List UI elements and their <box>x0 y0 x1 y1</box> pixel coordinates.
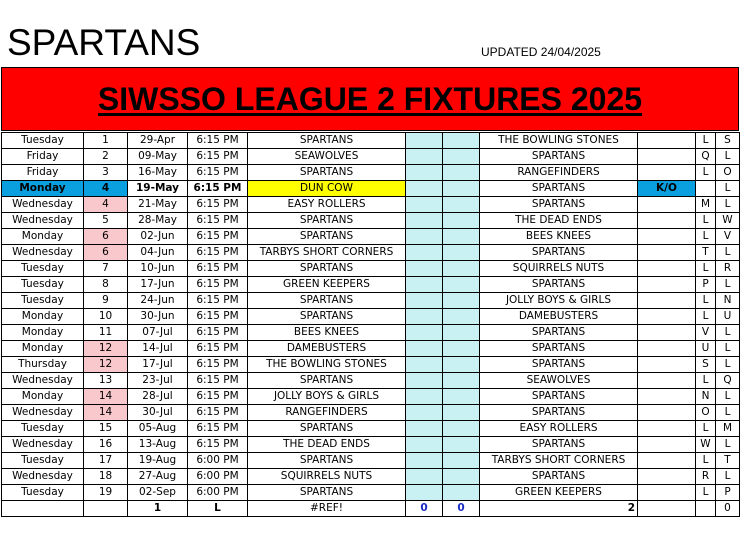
fixture-day: Wednesday <box>2 213 84 229</box>
fixture-date: 04-Jun <box>128 245 188 261</box>
fixture-day: Wednesday <box>2 373 84 389</box>
fixture-home-team: THE DEAD ENDS <box>248 437 406 453</box>
fixture-code-2: L <box>716 405 740 421</box>
fixture-day: Wednesday <box>2 197 84 213</box>
fixture-code-2: L <box>716 469 740 485</box>
fixture-week: 3 <box>84 165 128 181</box>
fixture-date: 09-May <box>128 149 188 165</box>
fixture-home-score <box>406 165 443 181</box>
fixture-time: 6:15 PM <box>188 213 248 229</box>
footer-cell: L <box>188 501 248 517</box>
fixture-home-score <box>406 261 443 277</box>
fixture-date: 30-Jul <box>128 405 188 421</box>
fixture-day: Friday <box>2 165 84 181</box>
fixture-home-team: SPARTANS <box>248 293 406 309</box>
fixture-week: 1 <box>84 133 128 149</box>
fixture-row <box>2 245 740 261</box>
fixture-row <box>2 277 740 293</box>
fixture-ko-flag <box>638 389 696 405</box>
fixture-week: 18 <box>84 469 128 485</box>
fixture-code-2: O <box>716 165 740 181</box>
fixture-away-score <box>443 181 480 197</box>
fixture-code-2: L <box>716 277 740 293</box>
fixture-day: Tuesday <box>2 453 84 469</box>
fixture-week: 15 <box>84 421 128 437</box>
fixture-code-1: L <box>696 165 716 181</box>
totals-row <box>2 501 740 517</box>
fixture-home-team: DAMEBUSTERS <box>248 341 406 357</box>
fixture-week: 4 <box>84 197 128 213</box>
fixture-away-team: SPARTANS <box>480 341 638 357</box>
fixture-row <box>2 437 740 453</box>
league-banner <box>1 67 739 131</box>
fixture-home-team: TARBYS SHORT CORNERS <box>248 245 406 261</box>
fixture-code-2: P <box>716 485 740 501</box>
fixture-code-2: L <box>716 389 740 405</box>
fixture-away-team: TARBYS SHORT CORNERS <box>480 453 638 469</box>
fixture-time: 6:15 PM <box>188 165 248 181</box>
fixture-ko-flag <box>638 469 696 485</box>
fixture-code-2: L <box>716 357 740 373</box>
fixture-ko-flag <box>638 245 696 261</box>
fixture-away-team: SPARTANS <box>480 149 638 165</box>
fixture-away-score <box>443 229 480 245</box>
footer-score-home: 0 <box>406 501 443 517</box>
footer-blank <box>696 501 716 517</box>
fixture-home-score <box>406 421 443 437</box>
fixture-code-1: L <box>696 421 716 437</box>
fixture-time: 6:15 PM <box>188 325 248 341</box>
fixture-home-score <box>406 293 443 309</box>
fixture-away-team: SQUIRRELS NUTS <box>480 261 638 277</box>
fixture-code-2: U <box>716 309 740 325</box>
footer-score-away: 0 <box>443 501 480 517</box>
fixture-row <box>2 373 740 389</box>
fixture-day: Monday <box>2 229 84 245</box>
fixture-row <box>2 229 740 245</box>
fixture-home-score <box>406 485 443 501</box>
fixture-home-team: SPARTANS <box>248 373 406 389</box>
fixture-time: 6:15 PM <box>188 341 248 357</box>
fixture-away-team: SPARTANS <box>480 277 638 293</box>
fixture-row <box>2 421 740 437</box>
fixture-week: 8 <box>84 277 128 293</box>
fixture-home-score <box>406 405 443 421</box>
fixture-time: 6:00 PM <box>188 469 248 485</box>
fixture-home-team: SEAWOLVES <box>248 149 406 165</box>
updated-date: UPDATED 24/04/2025 <box>481 45 601 59</box>
fixture-ko-flag <box>638 421 696 437</box>
fixture-home-score <box>406 229 443 245</box>
fixture-date: 19-Aug <box>128 453 188 469</box>
fixture-row <box>2 453 740 469</box>
fixture-time: 6:15 PM <box>188 293 248 309</box>
fixture-home-team: SPARTANS <box>248 213 406 229</box>
fixture-home-score <box>406 213 443 229</box>
fixture-row <box>2 357 740 373</box>
fixture-code-2: L <box>716 149 740 165</box>
fixture-code-1: V <box>696 325 716 341</box>
fixture-date: 23-Jul <box>128 373 188 389</box>
fixture-date: 02-Sep <box>128 485 188 501</box>
fixture-code-1: M <box>696 197 716 213</box>
fixture-away-score <box>443 293 480 309</box>
fixture-away-team: DAMEBUSTERS <box>480 309 638 325</box>
fixture-date: 02-Jun <box>128 229 188 245</box>
fixture-row <box>2 325 740 341</box>
fixture-code-2: L <box>716 245 740 261</box>
fixture-code-2: T <box>716 453 740 469</box>
banner-title: SIWSSO LEAGUE 2 FIXTURES 2025 <box>97 81 643 117</box>
fixture-row <box>2 485 740 501</box>
fixture-away-score <box>443 197 480 213</box>
fixture-time: 6:15 PM <box>188 437 248 453</box>
fixture-code-2: L <box>716 437 740 453</box>
fixture-time: 6:15 PM <box>188 245 248 261</box>
fixture-day: Wednesday <box>2 405 84 421</box>
fixture-away-score <box>443 165 480 181</box>
fixture-away-team: SPARTANS <box>480 437 638 453</box>
fixture-away-score <box>443 213 480 229</box>
fixture-away-team: RANGEFINDERS <box>480 165 638 181</box>
fixture-ko-flag <box>638 357 696 373</box>
fixture-time: 6:15 PM <box>188 373 248 389</box>
fixture-week: 12 <box>84 357 128 373</box>
fixture-away-team: EASY ROLLERS <box>480 421 638 437</box>
fixture-code-2: L <box>716 341 740 357</box>
fixture-code-2: S <box>716 133 740 149</box>
fixture-code-1: O <box>696 405 716 421</box>
fixture-away-score <box>443 309 480 325</box>
fixture-home-score <box>406 309 443 325</box>
fixture-week: 11 <box>84 325 128 341</box>
fixture-day: Friday <box>2 149 84 165</box>
fixture-date: 27-Aug <box>128 469 188 485</box>
fixture-date: 05-Aug <box>128 421 188 437</box>
fixture-date: 28-Jul <box>128 389 188 405</box>
fixture-time: 6:00 PM <box>188 453 248 469</box>
fixture-home-team: SPARTANS <box>248 229 406 245</box>
fixture-ko-flag: K/O <box>638 181 696 197</box>
footer-cell: #REF! <box>248 501 406 517</box>
fixture-home-score <box>406 437 443 453</box>
fixture-ko-flag <box>638 149 696 165</box>
fixture-row <box>2 213 740 229</box>
footer-blank <box>84 501 128 517</box>
fixture-week: 2 <box>84 149 128 165</box>
fixture-week: 13 <box>84 373 128 389</box>
fixture-home-team: SPARTANS <box>248 421 406 437</box>
fixture-date: 19-May <box>128 181 188 197</box>
fixture-home-score <box>406 357 443 373</box>
fixture-time: 6:15 PM <box>188 277 248 293</box>
fixture-row <box>2 149 740 165</box>
fixture-week: 17 <box>84 453 128 469</box>
fixture-code-1: T <box>696 245 716 261</box>
fixture-ko-flag <box>638 373 696 389</box>
fixture-code-1: S <box>696 357 716 373</box>
fixture-away-team: BEES KNEES <box>480 229 638 245</box>
fixture-code-1: L <box>696 213 716 229</box>
fixture-row <box>2 181 740 197</box>
fixture-week: 7 <box>84 261 128 277</box>
page-title: SPARTANS <box>7 22 201 63</box>
fixture-row <box>2 133 740 149</box>
fixture-day: Monday <box>2 341 84 357</box>
fixture-day: Tuesday <box>2 485 84 501</box>
fixture-away-score <box>443 469 480 485</box>
fixture-away-score <box>443 405 480 421</box>
fixture-ko-flag <box>638 229 696 245</box>
fixture-time: 6:15 PM <box>188 229 248 245</box>
footer-cell: 0 <box>716 501 740 517</box>
fixture-away-team: SPARTANS <box>480 325 638 341</box>
fixture-home-team: SPARTANS <box>248 485 406 501</box>
fixture-code-1 <box>696 181 716 197</box>
fixture-day: Wednesday <box>2 245 84 261</box>
fixture-away-score <box>443 261 480 277</box>
fixture-time: 6:15 PM <box>188 357 248 373</box>
fixture-home-team: SPARTANS <box>248 309 406 325</box>
fixture-home-team: RANGEFINDERS <box>248 405 406 421</box>
fixture-away-score <box>443 133 480 149</box>
fixture-home-team: EASY ROLLERS <box>248 197 406 213</box>
fixture-week: 14 <box>84 389 128 405</box>
fixture-home-team: SPARTANS <box>248 261 406 277</box>
fixture-code-1: L <box>696 453 716 469</box>
fixture-ko-flag <box>638 309 696 325</box>
fixture-row <box>2 341 740 357</box>
fixture-home-team: THE BOWLING STONES <box>248 357 406 373</box>
fixture-code-2: N <box>716 293 740 309</box>
fixture-code-2: V <box>716 229 740 245</box>
fixture-time: 6:15 PM <box>188 261 248 277</box>
fixture-ko-flag <box>638 485 696 501</box>
fixture-code-1: L <box>696 261 716 277</box>
footer-cell: 1 <box>128 501 188 517</box>
fixture-day: Monday <box>2 181 84 197</box>
fixture-home-score <box>406 197 443 213</box>
fixture-home-score <box>406 245 443 261</box>
fixture-code-2: R <box>716 261 740 277</box>
fixture-time: 6:15 PM <box>188 133 248 149</box>
fixture-code-2: M <box>716 421 740 437</box>
fixture-code-1: U <box>696 341 716 357</box>
fixture-away-team: JOLLY BOYS & GIRLS <box>480 293 638 309</box>
fixture-date: 13-Aug <box>128 437 188 453</box>
fixture-code-2: L <box>716 197 740 213</box>
fixture-code-1: L <box>696 309 716 325</box>
fixture-time: 6:15 PM <box>188 405 248 421</box>
fixture-time: 6:15 PM <box>188 181 248 197</box>
fixture-home-score <box>406 373 443 389</box>
fixture-code-1: L <box>696 373 716 389</box>
fixture-ko-flag <box>638 197 696 213</box>
fixture-home-score <box>406 389 443 405</box>
fixture-date: 17-Jun <box>128 277 188 293</box>
fixture-home-team: BEES KNEES <box>248 325 406 341</box>
fixture-away-score <box>443 373 480 389</box>
fixture-code-1: N <box>696 389 716 405</box>
fixture-row <box>2 469 740 485</box>
fixture-home-team: SPARTANS <box>248 453 406 469</box>
fixture-day: Thursday <box>2 357 84 373</box>
fixture-day: Wednesday <box>2 437 84 453</box>
fixture-week: 6 <box>84 229 128 245</box>
fixture-code-2: L <box>716 325 740 341</box>
fixture-home-team: GREEN KEEPERS <box>248 277 406 293</box>
fixture-day: Tuesday <box>2 277 84 293</box>
fixture-away-team: SEAWOLVES <box>480 373 638 389</box>
fixture-date: 17-Jul <box>128 357 188 373</box>
fixture-home-team: SPARTANS <box>248 165 406 181</box>
fixture-away-team: SPARTANS <box>480 181 638 197</box>
fixture-week: 5 <box>84 213 128 229</box>
footer-cell: 2 <box>480 501 638 517</box>
fixture-code-1: R <box>696 469 716 485</box>
fixture-away-team: SPARTANS <box>480 405 638 421</box>
fixture-away-score <box>443 357 480 373</box>
fixture-away-team: SPARTANS <box>480 469 638 485</box>
fixture-home-team: JOLLY BOYS & GIRLS <box>248 389 406 405</box>
fixture-week: 4 <box>84 181 128 197</box>
fixture-date: 16-May <box>128 165 188 181</box>
fixture-away-team: GREEN KEEPERS <box>480 485 638 501</box>
fixture-away-team: SPARTANS <box>480 197 638 213</box>
fixture-week: 9 <box>84 293 128 309</box>
fixture-home-team: SPARTANS <box>248 133 406 149</box>
fixture-time: 6:15 PM <box>188 197 248 213</box>
fixture-day: Tuesday <box>2 293 84 309</box>
fixture-ko-flag <box>638 405 696 421</box>
fixture-row <box>2 261 740 277</box>
fixture-row <box>2 389 740 405</box>
fixture-week: 10 <box>84 309 128 325</box>
fixture-code-2: W <box>716 213 740 229</box>
fixture-time: 6:15 PM <box>188 149 248 165</box>
fixture-date: 14-Jul <box>128 341 188 357</box>
fixture-home-score <box>406 149 443 165</box>
fixture-away-score <box>443 453 480 469</box>
fixture-away-score <box>443 245 480 261</box>
fixture-day: Tuesday <box>2 133 84 149</box>
fixture-day: Monday <box>2 309 84 325</box>
fixture-row <box>2 309 740 325</box>
fixture-home-team: DUN COW <box>248 181 406 197</box>
fixture-date: 29-Apr <box>128 133 188 149</box>
fixture-time: 6:15 PM <box>188 389 248 405</box>
fixture-away-score <box>443 389 480 405</box>
fixture-away-team: SPARTANS <box>480 245 638 261</box>
fixtures-table <box>1 132 740 517</box>
fixture-time: 6:15 PM <box>188 309 248 325</box>
fixture-away-score <box>443 149 480 165</box>
fixture-away-team: SPARTANS <box>480 357 638 373</box>
fixture-week: 16 <box>84 437 128 453</box>
fixture-away-score <box>443 277 480 293</box>
fixture-home-score <box>406 453 443 469</box>
fixture-code-1: P <box>696 277 716 293</box>
fixture-away-score <box>443 437 480 453</box>
fixture-time: 6:00 PM <box>188 485 248 501</box>
fixture-date: 21-May <box>128 197 188 213</box>
fixture-ko-flag <box>638 277 696 293</box>
fixture-day: Monday <box>2 325 84 341</box>
fixture-week: 12 <box>84 341 128 357</box>
fixture-code-1: Q <box>696 149 716 165</box>
fixture-day: Tuesday <box>2 421 84 437</box>
fixture-home-team: SQUIRRELS NUTS <box>248 469 406 485</box>
fixture-row <box>2 197 740 213</box>
fixture-time: 6:15 PM <box>188 421 248 437</box>
fixture-away-score <box>443 485 480 501</box>
fixture-date: 30-Jun <box>128 309 188 325</box>
fixture-away-team: THE BOWLING STONES <box>480 133 638 149</box>
fixture-code-1: L <box>696 293 716 309</box>
fixture-home-score <box>406 133 443 149</box>
fixture-code-1: W <box>696 437 716 453</box>
fixture-ko-flag <box>638 341 696 357</box>
fixture-ko-flag <box>638 437 696 453</box>
fixture-away-team: THE DEAD ENDS <box>480 213 638 229</box>
fixture-code-2: Q <box>716 373 740 389</box>
fixture-code-1: L <box>696 229 716 245</box>
fixture-home-score <box>406 341 443 357</box>
fixture-code-2: L <box>716 181 740 197</box>
fixture-week: 14 <box>84 405 128 421</box>
fixture-away-score <box>443 341 480 357</box>
footer-blank <box>2 501 84 517</box>
fixture-row <box>2 165 740 181</box>
fixture-week: 19 <box>84 485 128 501</box>
fixture-week: 6 <box>84 245 128 261</box>
fixture-ko-flag <box>638 453 696 469</box>
fixture-home-score <box>406 277 443 293</box>
fixture-ko-flag <box>638 325 696 341</box>
footer-blank <box>638 501 696 517</box>
fixture-date: 07-Jul <box>128 325 188 341</box>
fixture-away-score <box>443 421 480 437</box>
fixture-ko-flag <box>638 165 696 181</box>
fixture-ko-flag <box>638 133 696 149</box>
fixture-ko-flag <box>638 213 696 229</box>
fixture-row <box>2 293 740 309</box>
fixture-day: Monday <box>2 389 84 405</box>
fixture-code-1: L <box>696 133 716 149</box>
fixture-home-score <box>406 181 443 197</box>
fixture-day: Wednesday <box>2 469 84 485</box>
fixture-ko-flag <box>638 261 696 277</box>
fixture-code-1: L <box>696 485 716 501</box>
fixture-date: 10-Jun <box>128 261 188 277</box>
fixture-date: 24-Jun <box>128 293 188 309</box>
fixture-away-team: SPARTANS <box>480 389 638 405</box>
fixture-row <box>2 405 740 421</box>
fixture-home-score <box>406 469 443 485</box>
fixture-date: 28-May <box>128 213 188 229</box>
fixture-home-score <box>406 325 443 341</box>
fixture-ko-flag <box>638 293 696 309</box>
fixture-day: Tuesday <box>2 261 84 277</box>
fixture-away-score <box>443 325 480 341</box>
